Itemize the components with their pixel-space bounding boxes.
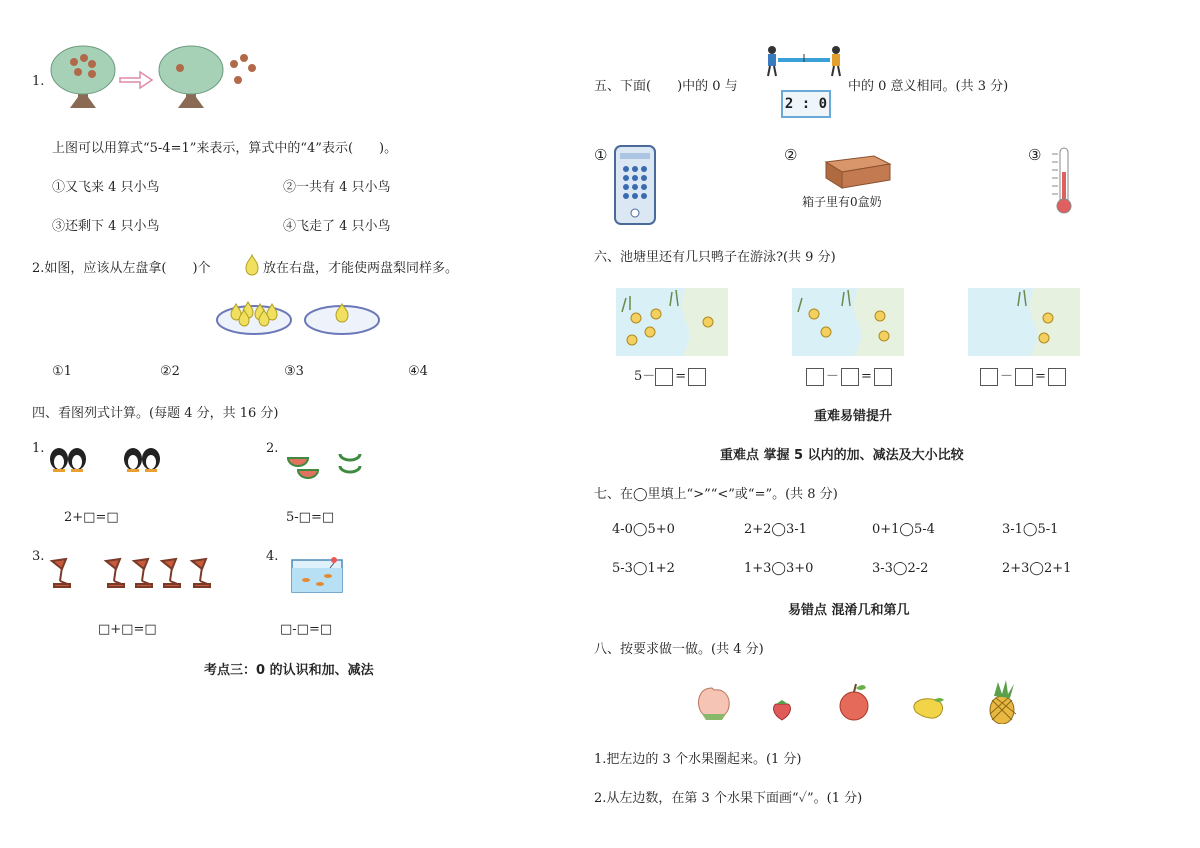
compare-item: 3-1◯5-1 <box>1002 522 1059 537</box>
tree-birds-flying-icon <box>159 46 256 108</box>
heading-difficult-points: 重难易错提升 <box>814 409 893 424</box>
s6-formula-3: － = <box>980 365 1066 386</box>
q2-stem-b: 放在右盘，才能使两盘梨同样多。 <box>263 261 459 276</box>
s4-item1-number: 1. <box>32 441 45 456</box>
section4-title: 四、看图列式计算。(每题 4 分，共 16 分) <box>32 406 279 421</box>
s6-formula-2: － = <box>806 365 892 386</box>
scoreboard: 2 : 0 <box>781 90 831 118</box>
q1-number: 1. <box>32 74 45 89</box>
tree-with-birds-icon <box>51 46 115 108</box>
apple-icon <box>840 684 868 720</box>
q1-option-1: ①又飞来 4 只小鸟 <box>52 180 160 195</box>
s4-item4-number: 4. <box>266 549 279 564</box>
answer-box[interactable] <box>874 368 892 386</box>
section8-title: 八、按要求做一做。(共 4 分) <box>594 642 764 657</box>
answer-box[interactable] <box>980 368 998 386</box>
peach-icon <box>699 688 730 720</box>
duck-pond-3-icon <box>968 288 1080 356</box>
kp3-heading: 考点三：0 的认识和加、减法 <box>204 663 374 678</box>
mobile-phone-icon <box>614 145 656 225</box>
duck-pond-1-icon <box>616 288 728 356</box>
q1-option-2: ②一共有 4 只小鸟 <box>283 180 391 195</box>
q2-option-4: ④4 <box>408 364 428 379</box>
watermelon-slices-icon <box>284 448 364 480</box>
fruits-row <box>694 680 1024 724</box>
compare-item: 1+3◯3+0 <box>744 561 814 576</box>
s4-item1-formula: 2+□=□ <box>64 510 119 525</box>
s4-item3-number: 3. <box>32 549 45 564</box>
left-plate-pears-icon <box>217 302 291 334</box>
answer-box[interactable] <box>1015 368 1033 386</box>
s4-item2-number: 2. <box>266 441 279 456</box>
heading-error-point: 易错点 混淆几和第几 <box>788 603 910 618</box>
compare-item: 5-3◯1+2 <box>612 561 675 576</box>
q2-stem-a: 2.如图，应该从左盘拿( )个 <box>32 261 211 276</box>
pineapple-icon <box>990 680 1016 724</box>
q1-stem: 上图可以用算式“5-4=1”来表示，算式中的“4”表示( )。 <box>52 141 398 156</box>
s6-formula-1: 5－ = <box>634 365 706 386</box>
mango-icon <box>914 698 944 718</box>
s8-question-2: 2.从左边数，在第 3 个水果下面画“✓”。(1 分) <box>594 791 863 806</box>
pear-icon <box>242 253 262 277</box>
thermometer-icon <box>1046 146 1076 216</box>
q2-option-2: ②2 <box>160 364 180 379</box>
cardboard-box-icon <box>822 148 894 190</box>
desk-lamps-icon <box>46 555 226 591</box>
q2-option-3: ③3 <box>284 364 304 379</box>
answer-box[interactable] <box>806 368 824 386</box>
compare-item: 0+1◯5-4 <box>872 522 935 537</box>
answer-box[interactable] <box>688 368 706 386</box>
compare-item: 2+2◯3-1 <box>744 522 807 537</box>
s5-option-3: ③ <box>1028 146 1042 164</box>
section6-title: 六、池塘里还有几只鸭子在游泳?(共 9 分) <box>594 250 836 265</box>
right-plate-pear-icon <box>305 304 379 334</box>
fish-tank-icon <box>290 554 346 594</box>
compare-item: 2+3◯2+1 <box>1002 561 1072 576</box>
s8-question-1: 1.把左边的 3 个水果圈起来。(1 分) <box>594 752 802 767</box>
q1-option-3: ③还剩下 4 只小鸟 <box>52 219 160 234</box>
s4-item3-formula: □+□=□ <box>98 622 157 637</box>
compare-item: 3-3◯2-2 <box>872 561 929 576</box>
q2-option-1: ①1 <box>52 364 72 379</box>
compare-item: 4-0◯5+0 <box>612 522 675 537</box>
tree-birds-illustration <box>48 42 278 112</box>
penguins-icon <box>48 444 170 472</box>
heading-key-point: 重难点 掌握 5 以内的加、减法及大小比较 <box>720 448 964 463</box>
s4-item4-formula: □-□=□ <box>280 622 333 637</box>
s5-option-2: ② <box>784 146 798 164</box>
duck-pond-2-icon <box>792 288 904 356</box>
s4-item2-formula: 5-□=□ <box>286 510 335 525</box>
arrow-right-icon <box>120 72 152 88</box>
pear-plates-illustration <box>216 298 382 338</box>
section5-title-a: 五、下面( )中的 0 与 <box>594 79 738 94</box>
section5-title-b: 中的 0 意义相同。(共 3 分) <box>848 79 1009 94</box>
box-caption: 箱子里有0盒奶 <box>802 195 882 209</box>
s5-option-1: ① <box>594 146 608 164</box>
answer-box[interactable] <box>1048 368 1066 386</box>
q1-option-4: ④飞走了 4 只小鸟 <box>283 219 391 234</box>
ping-pong-players-icon <box>764 44 844 78</box>
answer-box[interactable] <box>655 368 673 386</box>
section7-title: 七、在◯里填上“>”“<”或“=”。(共 8 分) <box>594 487 838 502</box>
s6-formula-1-lead: 5－ <box>634 369 656 384</box>
answer-box[interactable] <box>841 368 859 386</box>
strawberry-icon <box>774 700 791 720</box>
